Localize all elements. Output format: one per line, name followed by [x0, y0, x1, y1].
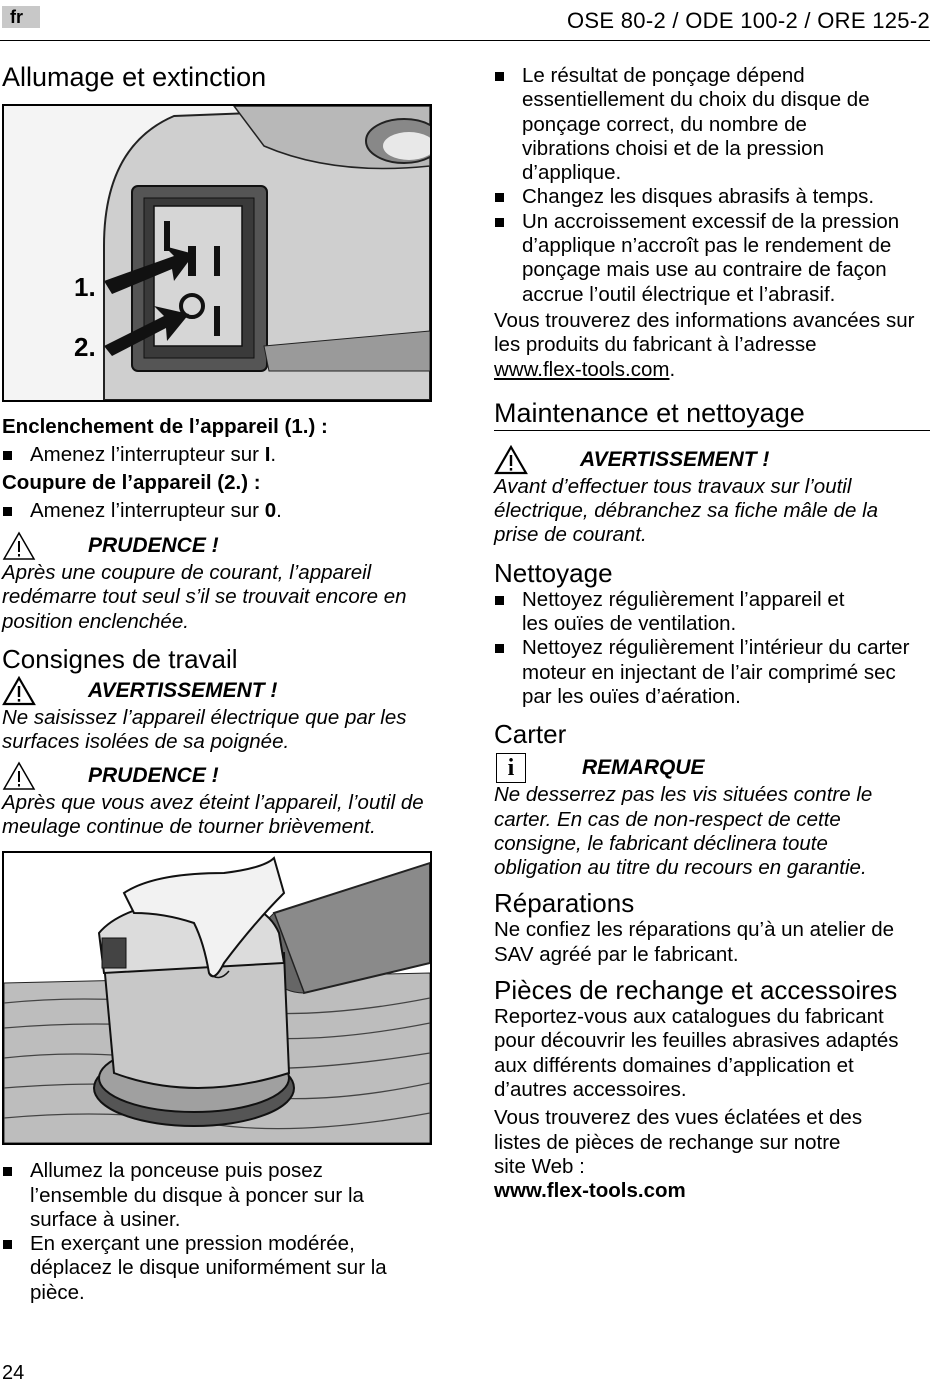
warning-triangle-icon: [494, 445, 528, 475]
parts-text-2: Vous trouverez des vues éclatées et des listes de pièces de rechange sur notre site Web :: [494, 1106, 863, 1178]
cleaning-list: [494, 588, 930, 709]
page-number: 24: [2, 1362, 25, 1384]
list-item: En exerçant une pression modérée, déplacez le disque uniformément sur la pièce.: [2, 1232, 394, 1305]
section-title-repairs: Réparations: [494, 888, 635, 919]
warning-triangle-icon: [2, 676, 36, 706]
warning-label: AVERTISSEMENT !: [580, 447, 770, 471]
note-label: REMARQUE: [582, 756, 705, 780]
list-item: Nettoyez régulièrement l’appareil et les ouïes de ventilation.: [494, 588, 864, 637]
switch-figure: [2, 104, 432, 402]
caution-text: Après que vous avez éteint l’appareil, l’outil de meulage continue de tourner brièvement.: [2, 790, 424, 838]
switch-illustration: [4, 106, 430, 400]
section-title-cleaning: Nettoyage: [494, 557, 613, 588]
caution-heading-1: [2, 531, 432, 561]
section-title-parts: Pièces de rechange et accessoires: [494, 975, 898, 1006]
tips-list: [494, 64, 930, 307]
note-text: Ne desserrez pas les vis situées contre le carter. En cas de non-respect de cette consigne, le fabricant déclinera toute obligation au titre du recours en garantie.: [494, 783, 873, 880]
header-title: OSE 80-2 / ODE 100-2 / ORE 125-2: [567, 8, 930, 33]
sanding-figure: [2, 851, 432, 1145]
switch-position-on: I: [264, 443, 271, 467]
list-item: Un accroissement excessif de la pression d’applique n’accroît pas le rendement de ponçage mais use au contraire de façon accrue l’outil électrique et l’abrasif.: [494, 210, 930, 307]
list-item-text: .: [276, 498, 282, 522]
switch-off-heading: Coupure de l’appareil (2.) :: [2, 470, 261, 494]
caution-label: PRUDENCE !: [88, 534, 219, 558]
warning-triangle-icon: [2, 531, 36, 561]
figure-label-2: 2.: [74, 332, 96, 362]
parts-link[interactable]: www.flex-tools.com: [494, 1179, 686, 1203]
switch-on-list: [2, 443, 432, 467]
list-item: Le résultat de ponçage dépend essentiellement du choix du disque de ponçage correct, du nombre de vibrations choisi et de la pression d’applique.: [494, 64, 898, 185]
switch-position-off: 0: [264, 498, 277, 522]
section-title-switching: Allumage et extinction: [2, 62, 267, 92]
more-info-paragraph: Vous trouverez des informations avancées sur les produits du fabricant à l’adresse: [494, 308, 915, 357]
warning-text: Avant d’effectuer tous travaux sur l’outil électrique, débranchez sa fiche mâle de la prise de courant.: [494, 474, 879, 547]
section-title-housing: Carter: [494, 719, 567, 750]
list-item: [2, 499, 432, 523]
list-item-text: Amenez l’interrupteur sur: [30, 443, 265, 467]
list-item: Allumez la ponceuse puis posez l’ensemble du disque à poncer sur la surface à usiner.: [2, 1159, 372, 1232]
section-title-working: Consignes de travail: [2, 644, 238, 675]
list-item: Changez les disques abrasifs à temps.: [494, 185, 930, 209]
list-item-text: .: [270, 443, 277, 467]
note-heading: [494, 753, 930, 783]
section-title-maintenance: Maintenance et nettoyage: [494, 398, 930, 431]
figure-label-1: 1.: [74, 272, 96, 302]
header-rule: [0, 40, 930, 41]
page-header: [0, 0, 950, 42]
caution-text: Après une coupure de courant, l’appareil redémarre tout seul s’il se trouvait encore en position enclenchée.: [2, 561, 407, 633]
warning-heading-2: [494, 445, 930, 475]
info-icon: i: [496, 753, 526, 783]
usage-list: [2, 1159, 432, 1305]
switch-off-list: [2, 499, 432, 523]
left-column: [2, 56, 432, 1305]
caution-label: PRUDENCE !: [88, 763, 219, 787]
language-badge: fr: [2, 6, 40, 28]
list-item-text: Amenez l’interrupteur sur: [30, 498, 265, 522]
more-info-text: [494, 309, 930, 382]
website-link[interactable]: www.flex-tools.com: [494, 357, 670, 381]
parts-text: Reportez-vous aux catalogues du fabricant pour découvrir les feuilles abrasives adaptés aux différents domaines d’application et d’autres accessoires.: [494, 1005, 899, 1101]
warning-heading-1: [2, 676, 432, 706]
warning-text: Ne saisissez l’appareil électrique que par les surfaces isolées de sa poignée.: [2, 706, 407, 754]
warning-triangle-icon: [2, 761, 36, 791]
list-item: [2, 443, 432, 467]
caution-heading-2: [2, 761, 432, 791]
repairs-text: Ne confiez les réparations qu’à un atelier de SAV agréé par le fabricant.: [494, 918, 894, 966]
sanding-illustration: [4, 853, 430, 1143]
right-column: [494, 64, 930, 1203]
list-item: Nettoyez régulièrement l’intérieur du carter moteur en injectant de l’air comprimé sec par les ouïes d’aération.: [494, 636, 930, 709]
more-info-suffix: .: [669, 357, 676, 381]
warning-label: AVERTISSEMENT !: [88, 679, 278, 703]
switch-on-heading: Enclenchement de l’appareil (1.) :: [2, 415, 328, 438]
